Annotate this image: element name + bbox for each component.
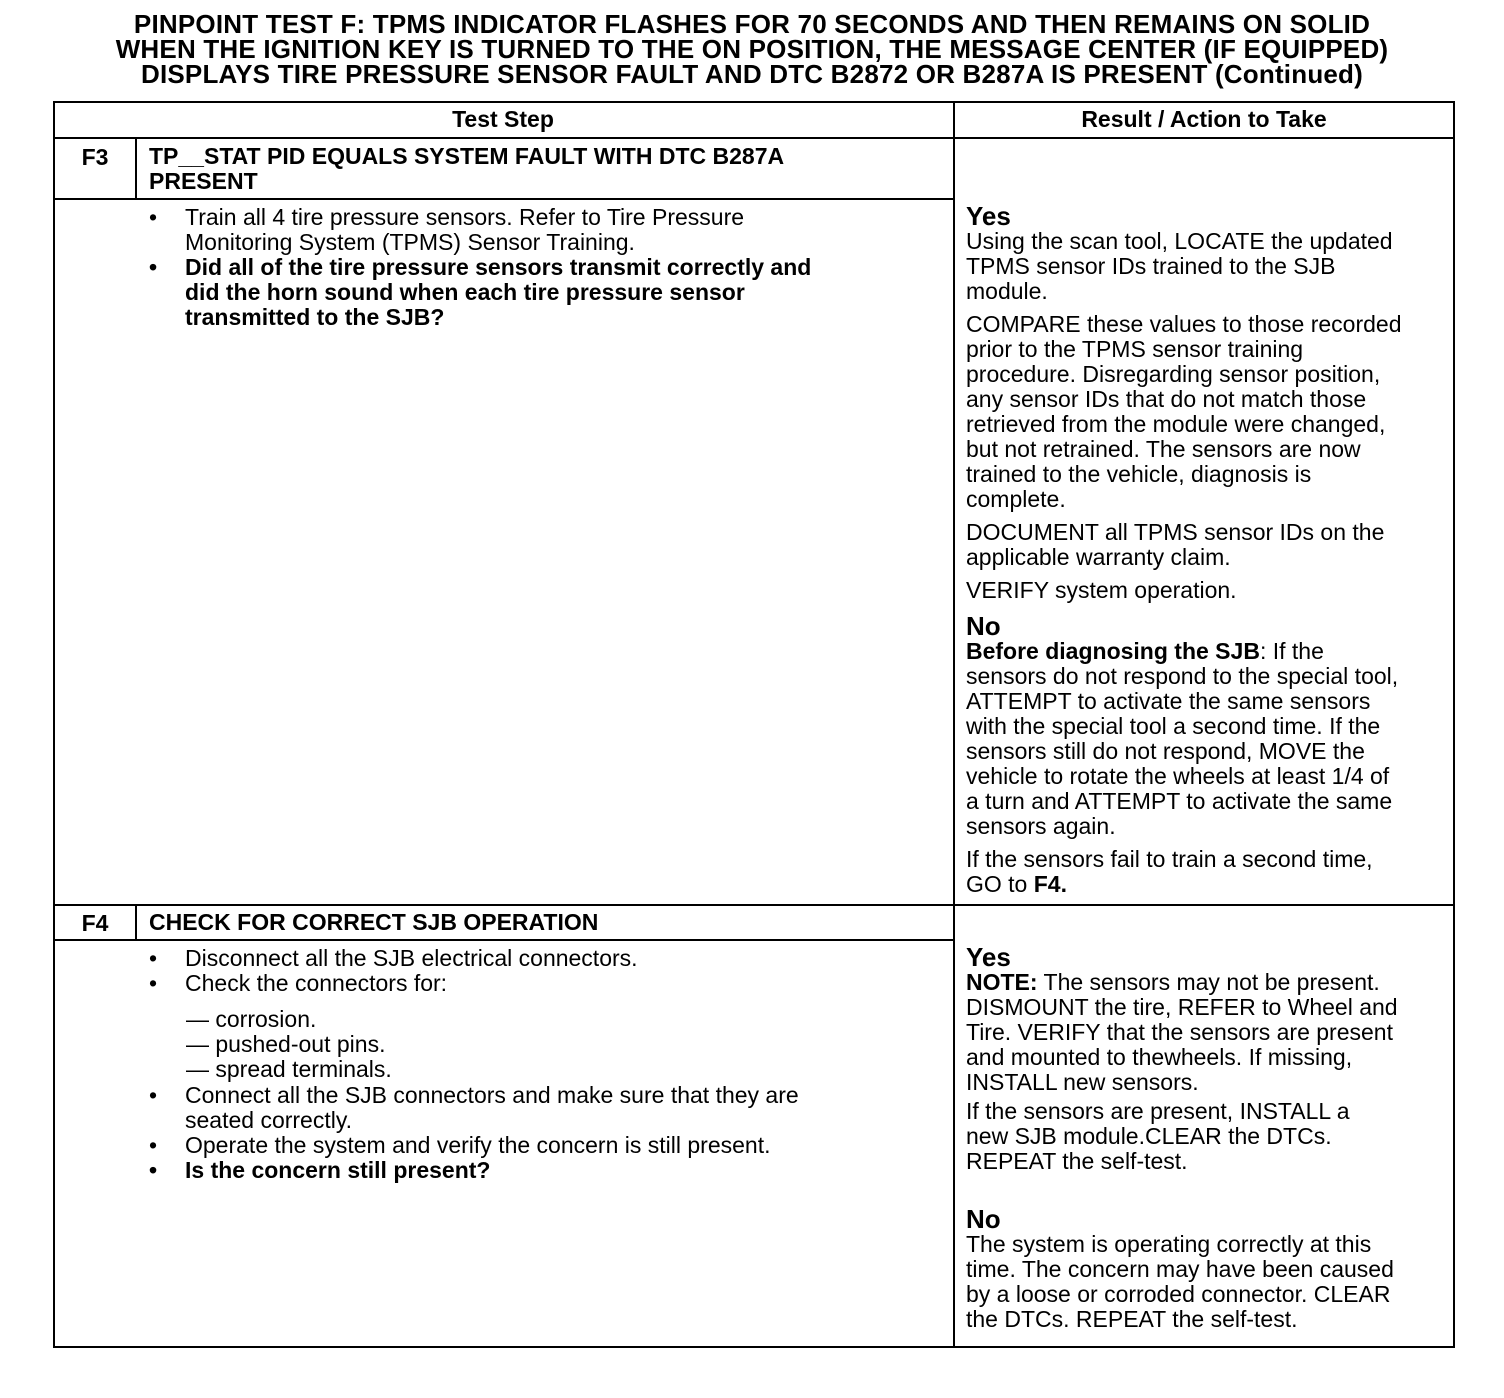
f4-yes-label: Yes	[966, 942, 1011, 972]
column-divider	[953, 101, 955, 1348]
f3-step-1-line-1: Train all 4 tire pressure sensors. Refer to Tire Pressure	[185, 204, 745, 230]
f3-yes-paragraph-4: VERIFY system operation.	[966, 577, 1237, 603]
f3-f4-divider	[53, 904, 1455, 906]
f3-step-1-line-2: Monitoring System (TPMS) Sensor Training.	[185, 229, 635, 255]
f3-title-line-2: PRESENT	[149, 168, 258, 194]
f3-yes-paragraph-2: COMPARE these values to those recorded prior to the TPMS sensor training procedure. Disregarding sensor position, any sensor IDs that do not match those retrieved from the module were changed, but not retrained. The sensors are now trained to the vehicle, diagnosis is complete.	[966, 311, 1402, 512]
title-line-3: DISPLAYS TIRE PRESSURE SENSOR FAULT AND DTC B2872 OR B287A IS PRESENT (Continued)	[140, 59, 1363, 89]
f3-no-paragraph-2: If the sensors fail to train a second time, GO to F4.	[966, 846, 1373, 897]
f4-yes-paragraph-2: If the sensors are present, INSTALL a new SJB module.CLEAR the DTCs. REPEAT the self-test.	[966, 1098, 1350, 1174]
bullet: •	[149, 204, 158, 230]
f3-step-title	[149, 144, 784, 194]
f3-step-2-line-3: transmitted to the SJB?	[185, 304, 445, 330]
f3-yes-paragraph-1: Using the scan tool, LOCATE the updated TPMS sensor IDs trained to the SJB module.	[966, 228, 1393, 304]
f4-id-divider	[135, 904, 137, 940]
title-line-2: WHEN THE IGNITION KEY IS TURNED TO THE ON POSITION, THE MESSAGE CENTER (IF EQUIPPED)	[115, 34, 1389, 64]
pinpoint-test-table: Test Step Result / Action to Take F3 TP__STAT PID EQUALS SYSTEM FAULT WITH DTC B287A PRESENT • Train all 4 tire pressure sensors. Refer to Tire Pressure Monitoring System (TPMS) Sensor Training. • Did all of the tire pressure sensors transmit correctly and did the horn sound when each tire pressure sensor transmitted to the SJB? Yes Using the scan tool, LOCATE the updated TPMS sensor IDs trained to the SJB module. COMPARE these values to those recorded prior to the TPMS sensor training procedure. Disregarding sensor position, any sensor IDs that do not match those retrieved from the module were changed, but not retrained. The sensors are now trained to the vehicle, diagnosis is complete. DOCUMENT all TPMS sensor IDs on the applicable warranty claim. VERIFY system operation. No Before diagnosing the SJB: If the sensors do not respond to the special tool, ATTEMPT to activate the same sensors with the special tool a second time. If the sensors still do not respond, MOVE the vehicle to rotate the wheels at least 1/4 of a turn and ATTEMPT to activate the same sensors again. If the sensors fail to train a second time, GO to F4. F4 CHECK FOR CORRECT SJB OPERATION • Disconnect all the SJB electrical connectors. • Check the connectors for: — corrosion. — pushed-out pins. — spread terminals. • Connect all the SJB connectors and make sure that they are seated correctly. • Operate the system and verify the concern is still present. • Is the concern still present? Yes NOTE: The sensors may not be present. DISMOUNT the tire, REFER to Wheel and Tire. VERIFY that the sensors are present and mounted to thewheels. If missing, INSTALL new sensors. If the sensors are present, INSTALL a new SJB module.CLEAR the DTCs. REPEAT the self-test. No The system is operating correctly at this time. The concern may have been caused by a loose or corroded connector. CLEAR the DTCs. REPEAT the self-test.	[53, 101, 1455, 1348]
f3-no-paragraph-1: Before diagnosing the SJB: If the sensors do not respond to the special tool, ATTEMPT to activate the same sensors with the special tool a second time. If the sensors still do not respond, MOVE the vehicle to rotate the wheels at least 1/4 of a turn and ATTEMPT to activate the same sensors again.	[966, 638, 1399, 839]
header-divider	[53, 137, 1455, 139]
f3-no-label: No	[966, 611, 1001, 641]
f4-check-spread-terminals: — spread terminals.	[186, 1056, 392, 1082]
bullet: •	[149, 1082, 158, 1108]
f3-yes-paragraph-3: DOCUMENT all TPMS sensor IDs on the applicable warranty claim.	[966, 519, 1385, 570]
bullet: •	[149, 1157, 158, 1183]
f3-step-2-line-1: Did all of the tire pressure sensors transmit correctly and	[185, 254, 812, 280]
f3-title-divider	[53, 198, 954, 200]
bullet: •	[149, 1132, 158, 1158]
f3-id-divider	[135, 137, 137, 199]
header-result-action: Result / Action to Take	[1081, 106, 1327, 132]
page-title	[0, 9, 1504, 89]
f3-step-2-line-2: did the horn sound when each tire pressure sensor	[185, 279, 745, 305]
bullet: •	[149, 254, 158, 280]
f4-check-pushed-out-pins: — pushed-out pins.	[186, 1031, 386, 1057]
f4-result	[966, 944, 1456, 1332]
f4-check-corrosion: — corrosion.	[186, 1006, 317, 1032]
f4-no-label: No	[966, 1204, 1001, 1234]
title-line-1: PINPOINT TEST F: TPMS INDICATOR FLASHES FOR 70 SECONDS AND THEN REMAINS ON SOLID	[133, 9, 1371, 39]
f4-step-id: F4	[81, 910, 109, 936]
f4-yes-paragraph-1: NOTE: The sensors may not be present. DISMOUNT the tire, REFER to Wheel and Tire. VERIFY that the sensors are present and mounted to thewheels. If missing, INSTALL new sensors.	[966, 969, 1398, 1095]
table-border-left	[53, 101, 55, 1348]
f4-title-divider	[53, 939, 954, 941]
f3-yes-label: Yes	[966, 201, 1011, 231]
goto-f4-link: F4	[1033, 871, 1061, 897]
bullet: •	[149, 970, 158, 996]
table-border-top	[53, 101, 1455, 103]
f4-step-title: CHECK FOR CORRECT SJB OPERATION	[149, 909, 599, 935]
table-border-bottom	[53, 1346, 1455, 1348]
bullet: •	[149, 945, 158, 971]
f3-step-id: F3	[81, 144, 109, 170]
header-test-step: Test Step	[452, 106, 554, 132]
f4-no-paragraph-1: The system is operating correctly at this time. The concern may have been caused by a loose or corroded connector. CLEAR the DTCs. REPEAT the self-test.	[966, 1231, 1394, 1332]
f3-result	[966, 203, 1456, 897]
f3-title-line-1: TP__STAT PID EQUALS SYSTEM FAULT WITH DTC B287A	[149, 143, 785, 169]
